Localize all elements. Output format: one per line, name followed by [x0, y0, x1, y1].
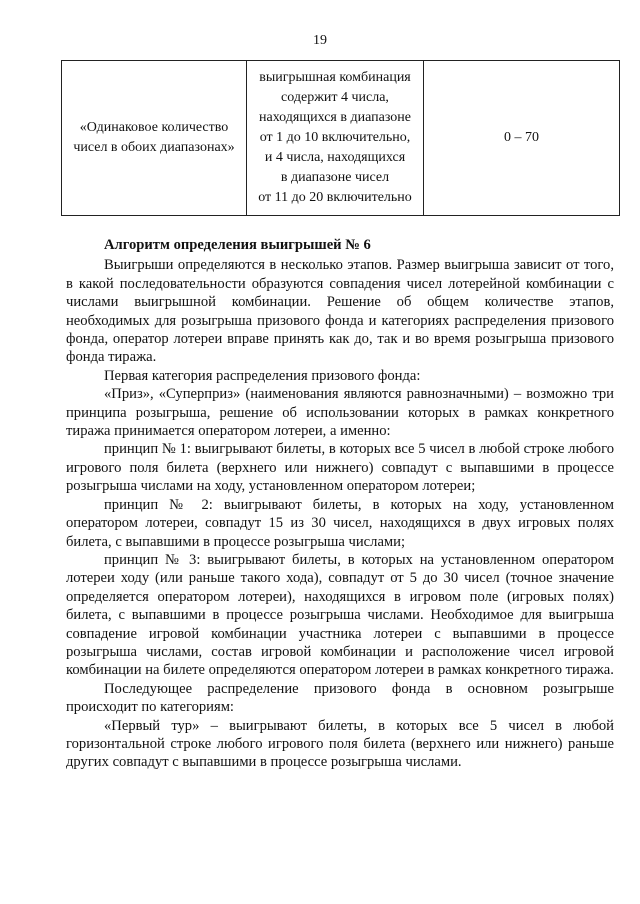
combination-line: находящихся в диапазоне	[259, 110, 411, 125]
winning-combination-cell	[247, 61, 424, 216]
paragraph: принцип № 3: выигрывают билеты, в которых на установленном оператором лотереи ходу (или раньше такого хода), совпадут от 5 до 30 чисел (точное значение определяется оператором лотереи), находящихся в игровом поле (игровых полях) билета, с выпавшими в процессе розыгрыша числами. Необходимое для выигрыша совпадение игровой комбинации участника лотереи с выпавшими в процессе розыгрыша числами, состав игровой комбинации и расположение чисел игровой комбинации на билете определяются оператором лотереи в рамках конкретного тиража.	[66, 551, 614, 679]
combination-line: выигрышная комбинация	[259, 70, 411, 85]
combination-line: содержит 4 числа,	[281, 90, 389, 105]
paragraph: принцип № 1: выигрывают билеты, в которых все 5 чисел в любой строке любого игрового поля билета (верхнего или нижнего) совпадут с выпавшими в процессе розыгрыша числами на ходу, установленном оператором лотереи;	[66, 441, 614, 495]
page-number: 19	[313, 33, 327, 48]
category-name-line: «Одинаковое количество	[79, 120, 229, 135]
paragraph: Выигрыши определяются в несколько этапов. Размер выигрыша зависит от того, в какой последовательности образуются совпадения чисел лотерейной комбинации с числами выигрышной комбинации. Решение об общем количестве этапов, необходимых для розыгрыша призового фонда и категориях распределения призового фонда, оператор лотереи вправе принять как до, так и во время розыгрыша призового фонда тиража.	[66, 257, 614, 366]
combination-line: и 4 числа, находящихся	[264, 150, 406, 165]
category-name-cell	[62, 61, 247, 216]
combination-line: в диапазоне чисел	[280, 170, 390, 185]
winning-categories-table	[61, 60, 620, 216]
paragraph: Первая категория распределения призового фонда:	[104, 367, 421, 384]
combination-line: от 1 до 10 включительно,	[259, 130, 411, 145]
prize-share-cell: 0 – 70	[424, 61, 620, 216]
combination-line: от 11 до 20 включительно	[258, 190, 412, 205]
paragraph: принцип № 2: выигрывают билеты, в которых на ходу, установленном оператором лотереи, совпадут 15 из 30 чисел, находящихся в двух игровых полях билета, с выпавшими в процессе розыгрыша числами;	[66, 496, 614, 550]
table-row	[62, 61, 620, 216]
document-body	[66, 236, 614, 772]
section-heading: Алгоритм определения выигрышей № 6	[104, 237, 371, 253]
category-name-line: чисел в обоих диапазонах»	[73, 140, 235, 155]
paragraph: «Первый тур» – выигрывают билеты, в которых все 5 чисел в любой горизонтальной строке любого игрового поля билета (верхнего или нижнего) раньше других совпадут с выпавшими в процессе розыгрыша числами.	[66, 717, 614, 771]
paragraph: Последующее распределение призового фонда в основном розыгрыше происходит по категориям:	[66, 680, 614, 716]
paragraph: «Приз», «Суперприз» (наименования являются равнозначными) – возможно три принципа розыгрыша, решение об использовании которых в рамках конкретного тиража принимается оператором лотереи, а именно:	[66, 386, 614, 440]
